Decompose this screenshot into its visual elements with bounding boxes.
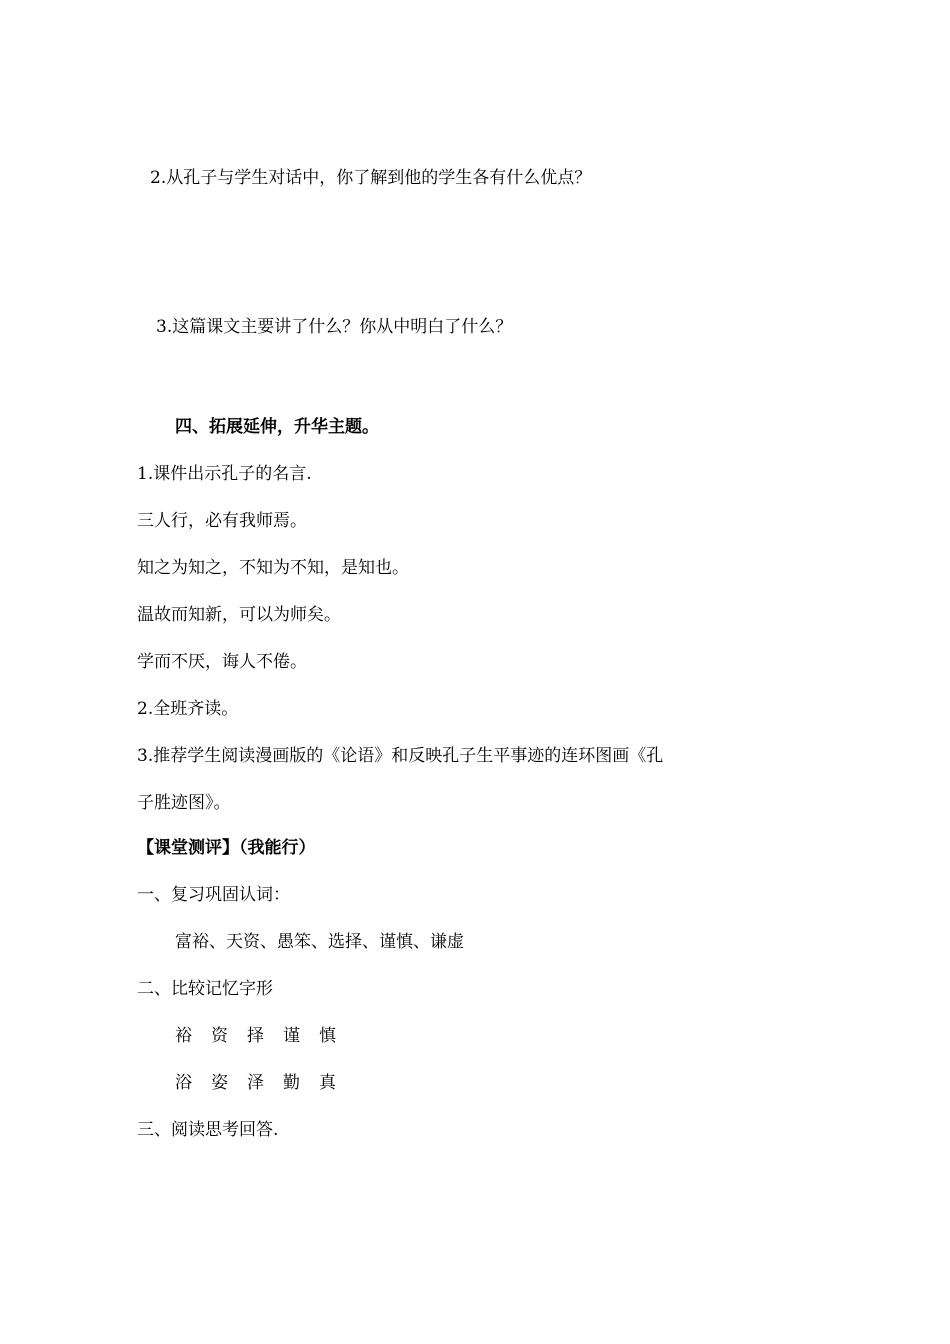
character-row-1 [175, 1024, 355, 1048]
assessment-part-1-words: 富裕、天资、愚笨、选择、谨慎、谦虚 [175, 932, 464, 952]
question-2: 2.从孔子与学生对话中，你了解到他的学生各有什么优点？ [150, 168, 592, 188]
character: 真 [319, 1073, 336, 1093]
character: 浴 [175, 1073, 192, 1093]
section-4-item-3-line-2: 子胜迹图》。 [137, 793, 231, 813]
assessment-part-3-title: 三、阅读思考回答. [137, 1120, 279, 1140]
character: 慎 [319, 1026, 336, 1046]
question-3: 3.这篇课文主要讲了什么？你从中明白了什么？ [156, 317, 513, 337]
quote-3: 温故而知新，可以为师矣。 [137, 605, 341, 625]
quote-1: 三人行，必有我师焉。 [137, 511, 307, 531]
section-4-item-3-line-1: 3.推荐学生阅读漫画版的《论语》和反映孔子生平事迹的连环图画《孔 [137, 746, 664, 766]
section-4-item-1: 1.课件出示孔子的名言. [137, 464, 312, 484]
character: 勤 [283, 1073, 300, 1093]
assessment-part-1-title: 一、复习巩固认词： [137, 885, 290, 905]
character: 择 [247, 1026, 264, 1046]
quote-4: 学而不厌，诲人不倦。 [137, 652, 307, 672]
assessment-part-2-title: 二、比较记忆字形 [137, 979, 273, 999]
character: 泽 [247, 1073, 264, 1093]
section-4-heading: 四、拓展延伸，升华主题。 [175, 417, 379, 437]
assessment-heading: 【课堂测评】（我能行） [137, 838, 316, 858]
character: 谨 [283, 1026, 300, 1046]
character: 资 [211, 1026, 228, 1046]
quote-2: 知之为知之，不知为不知，是知也。 [137, 558, 409, 578]
character: 裕 [175, 1026, 192, 1046]
section-4-item-2: 2.全班齐读。 [137, 699, 239, 719]
character-row-2 [175, 1071, 355, 1095]
character: 姿 [211, 1073, 228, 1093]
